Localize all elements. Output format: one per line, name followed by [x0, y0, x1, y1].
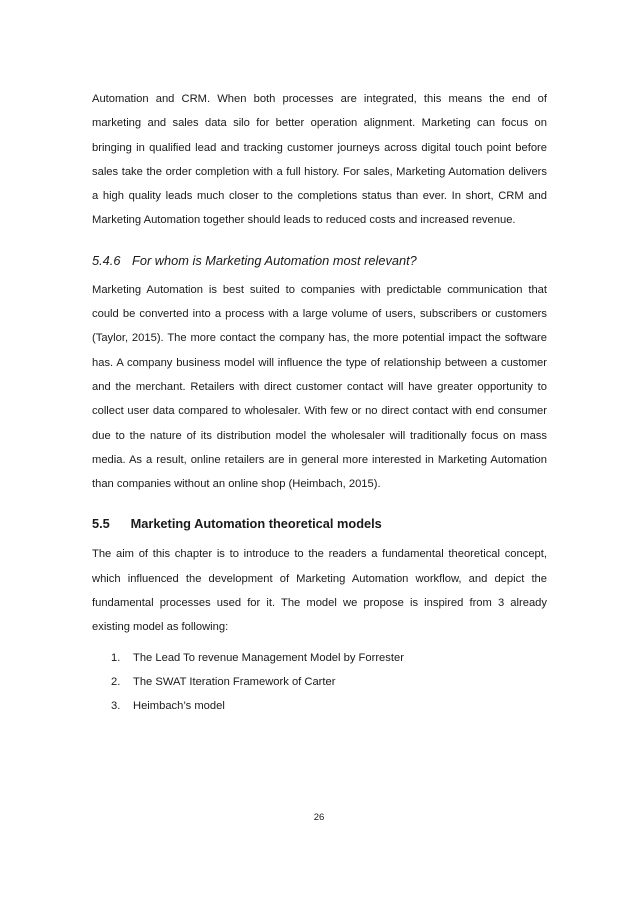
section-heading — [92, 514, 547, 534]
list-item-text: Heimbach’s model — [133, 700, 225, 713]
section-number: 5.5 — [92, 516, 110, 532]
list-item-text: The SWAT Iteration Framework of Carter — [133, 675, 336, 688]
models-list — [92, 646, 547, 719]
list-item — [111, 646, 547, 670]
page-number: 26 — [313, 812, 325, 823]
subsection-number: 5.4.6 — [92, 252, 121, 268]
list-item — [111, 670, 547, 694]
list-item-text: The Lead To revenue Management Model by Forrester — [133, 651, 404, 664]
subsection-title: For whom is Marketing Automation most relevant? — [132, 252, 417, 268]
section-title: Marketing Automation theoretical models — [130, 516, 382, 532]
subsection-heading — [92, 251, 547, 271]
intro-paragraph: Automation and CRM. When both processes are integrated, this means the end of marketing and sales data silo for better operation alignment. Marketing can focus on bringing in qualified lead and tracking customer journeys across digital touch point before sales take the order completion with a full history. For sales, Marketing Automation delivers a high quality leads much closer to the completions status than ever. In short, CRM and Marketing Automation together should leads to reduced costs and increased revenue. — [92, 93, 547, 227]
list-item-number: 1. — [111, 651, 121, 664]
list-item-number: 2. — [111, 675, 121, 688]
list-item — [111, 694, 547, 718]
page-content — [92, 87, 547, 719]
relevance-paragraph: Marketing Automation is best suited to companies with predictable communication that could be converted into a process with a large volume of users, subscribers or customers (Taylor, 2015). The more contact the company has, the more potential impact the software has. A company business model will influence the type of relationship between a customer and the merchant. Retailers with direct customer contact will have greater opportunity to collect user data compared to wholesaler. With few or no direct contact with end consumer due to the nature of its distribution model the wholesaler will traditionally focus on mass media. As a result, online retailers are in general more interested in Marketing Automation than companies without an online shop (Heimbach, 2015). — [92, 283, 547, 491]
list-item-number: 3. — [111, 700, 121, 713]
models-intro-paragraph: The aim of this chapter is to introduce to the readers a fundamental theoretical concept, which influenced the development of Marketing Automation workflow, and depict the fundamental processes used for it. The model we propose is inspired from 3 already existing model as following: — [92, 548, 547, 634]
